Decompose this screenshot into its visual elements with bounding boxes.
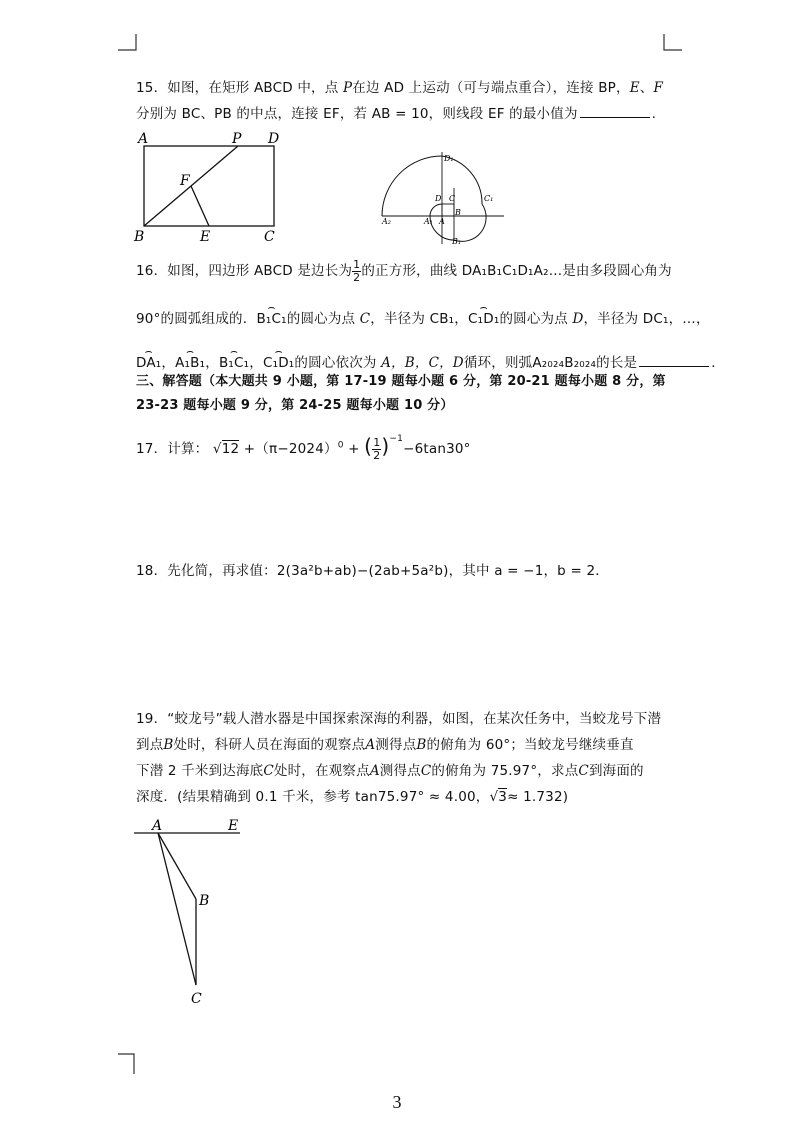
fig15-label-E: E xyxy=(200,229,211,245)
question-17: 17．计算： $√12 +(\pi-2024)^0$ + ( $\frac{1}{2}$ )$^{-1}$−6tan30° xyxy=(136,434,471,462)
figure-15-rectangle xyxy=(130,128,290,248)
section-3-heading: 三、解答题（本大题共 9 小题，第 17-19 题每小题 6 分，第 20-21 题每小题 8 分，第 23-23 题每小题 9 分，第 24-25 题每小题 10 分） xyxy=(136,374,666,413)
q16-line-1: 16．如图，四边形 ABCD 是边长为 $\frac{1}{2}$ 的正方形，曲线 DA₁B₁C₁D₁A₂...是由多段圆心角为 xyxy=(136,257,672,284)
q16-line-2: 90°的圆弧组成的．⌢ B₁C₁的圆心为点 C，半径为 CB₁，⌢ C₁D₁的圆心为点 D，半径为 DC₁，…， xyxy=(136,306,696,332)
fig15-label-P: P xyxy=(232,131,242,147)
fig15-label-D: D xyxy=(268,131,280,147)
fig15-label-C: C xyxy=(264,229,275,245)
question-18: 18．先化简，再求值：2(3a²b+ab)−(2ab+5a²b)，其中 a = −1，b = 2． xyxy=(136,563,609,579)
q17-fraction: $\frac{1}{2}$ xyxy=(373,435,381,462)
page-number: 3 xyxy=(392,1092,402,1112)
corner-mark-top-left xyxy=(116,34,138,54)
figure-16-arc-spiral xyxy=(378,148,508,248)
fig15-label-B: B xyxy=(134,229,145,245)
question-19: 19．“蛟龙号”载人潜水器是中国探索深海的利器，如图，在某次任务中，当蛟龙号下潜 到点B处时，科研人员在海面的观察点A测得点B的俯角为 60°；当蛟龙号继续垂直 下潜 2 千米到达海底C处时，在观察点A测得点C的俯角为 75.97°，求点C到海面的 深度．(结果精确到 0.1 千米，参考 tan75.97° ≈ 4.00，√3≈ 1.732) xyxy=(136,711,662,805)
fig16-label-B1: B₁ xyxy=(452,237,462,246)
fig16-label-C1: C₁ xyxy=(484,194,494,203)
q16-fraction: $\frac{1}{2}$ xyxy=(353,257,361,284)
fig16-label-C: C xyxy=(449,194,456,203)
fig16-label-A2: A₂ xyxy=(382,217,391,226)
fig16-label-B: B xyxy=(455,208,461,217)
q16-line-3: ⌢ DA₁，⌢ A₁B₁，⌢ B₁C₁，⌢ C₁D₁的圆心依次为 A，B，C，D循环，则弧A₂₀₂₄B₂₀₂₄的长是 ． xyxy=(136,350,696,376)
question-16 xyxy=(136,257,725,376)
fig19-label-B: B xyxy=(199,893,210,909)
figure-19-submarine-diagram xyxy=(128,815,258,1015)
fig16-label-A1: A₁ xyxy=(424,217,433,226)
fig15-label-A: A xyxy=(138,131,149,147)
fig16-label-A: A xyxy=(439,217,445,226)
q15-line-1: 15．如图，在矩形 ABCD 中，点 P在边 AD 上运动（可与端点重合），连接 BP，E、F xyxy=(136,80,664,96)
corner-mark-top-right xyxy=(662,34,684,54)
corner-mark-bottom-left xyxy=(116,1052,138,1076)
fig19-label-A: A xyxy=(152,818,163,834)
fig19-label-C: C xyxy=(191,991,202,1007)
fig15-label-F: F xyxy=(180,173,190,189)
sqrt-symbol: √ xyxy=(212,441,222,457)
fig16-label-D1: D₁ xyxy=(444,154,454,163)
question-15 xyxy=(136,75,696,127)
answer-blank-15[interactable] xyxy=(580,103,650,118)
q15-line-2: 分别为 BC、PB 的中点，连接 EF，若 AB = 10，则线段 EF 的最小值为 . xyxy=(136,101,696,127)
fig19-label-E: E xyxy=(228,818,239,834)
answer-blank-16[interactable] xyxy=(639,352,709,367)
fig16-label-D: D xyxy=(435,194,442,203)
